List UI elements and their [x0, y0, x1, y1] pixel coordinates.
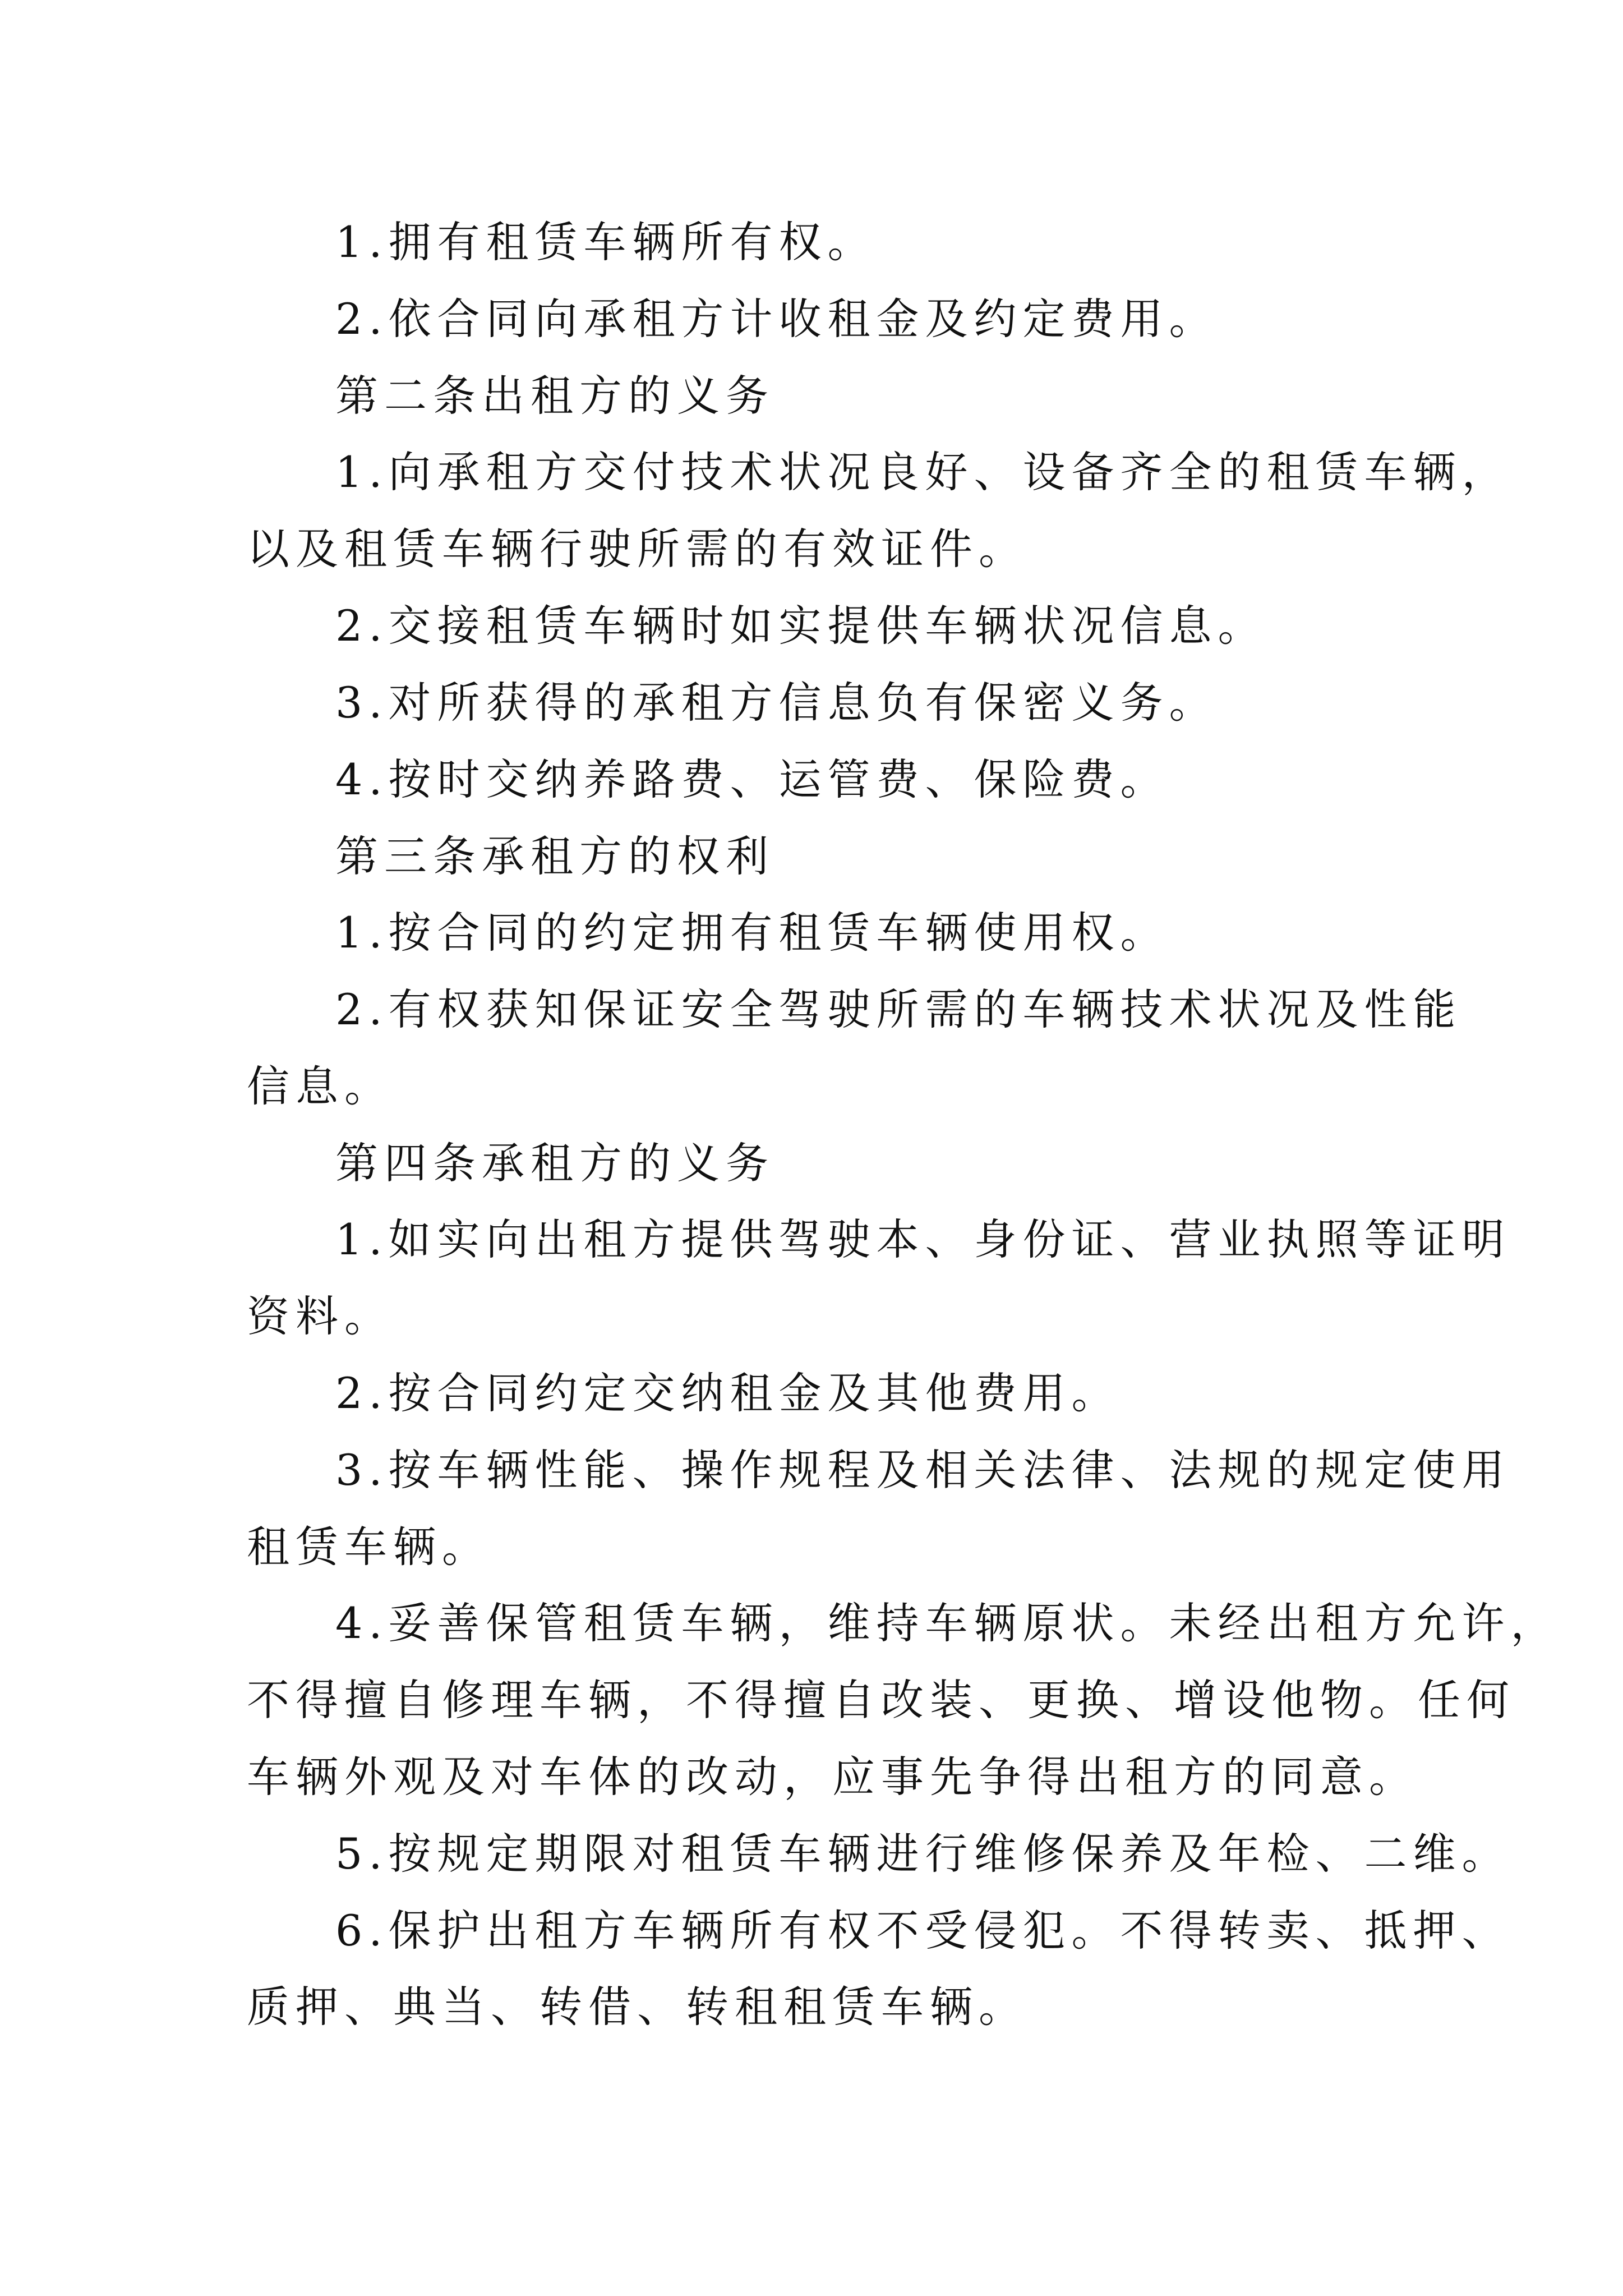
text-line: 1.按合同的约定拥有租赁车辆使用权。	[335, 908, 1169, 958]
text-line: 4.按时交纳养路费、运管费、保险费。	[335, 754, 1169, 804]
text-line: 质押、典当、转借、转租租赁车辆。	[247, 1982, 1027, 2032]
text-line: 6.保护出租方车辆所有权不受侵犯。不得转卖、抵押、	[335, 1906, 1511, 1955]
text-line: 租赁车辆。	[247, 1522, 491, 1572]
text-line: 5.按规定期限对租赁车辆进行维修保养及年检、二维。	[335, 1829, 1511, 1879]
text-line: 2.交接租赁车辆时如实提供车辆状况信息。	[335, 601, 1267, 651]
text-line: 4.妥善保管租赁车辆，维持车辆原状。未经出租方允许，	[335, 1598, 1560, 1648]
text-line: 2.依合同向承租方计收租金及约定费用。	[335, 294, 1218, 344]
text-line: 1.拥有租赁车辆所有权。	[335, 217, 877, 267]
section-heading: 第二条出租方的义务	[335, 371, 774, 421]
text-line: 1.如实向出租方提供驾驶本、身份证、营业执照等证明	[335, 1214, 1511, 1264]
text-line: 2.按合同约定交纳租金及其他费用。	[335, 1368, 1121, 1418]
text-line: 不得擅自修理车辆，不得擅自改装、更换、增设他物。任何	[247, 1675, 1515, 1725]
text-line: 1.向承租方交付技术状况良好、设备齐全的租赁车辆，	[335, 447, 1511, 497]
text-line: 3.对所获得的承租方信息负有保密义务。	[335, 678, 1218, 728]
text-line: 2.有权获知保证安全驾驶所需的车辆技术状况及性能	[335, 984, 1462, 1034]
section-heading: 第四条承租方的义务	[335, 1138, 774, 1188]
section-heading: 第三条承租方的权利	[335, 831, 774, 881]
text-line: 资料。	[247, 1291, 393, 1341]
text-line: 以及租赁车辆行驶所需的有效证件。	[247, 524, 1027, 574]
text-line: 车辆外观及对车体的改动，应事先争得出租方的同意。	[247, 1752, 1418, 1802]
text-line: 信息。	[247, 1061, 393, 1111]
text-line: 3.按车辆性能、操作规程及相关法律、法规的规定使用	[335, 1445, 1511, 1495]
